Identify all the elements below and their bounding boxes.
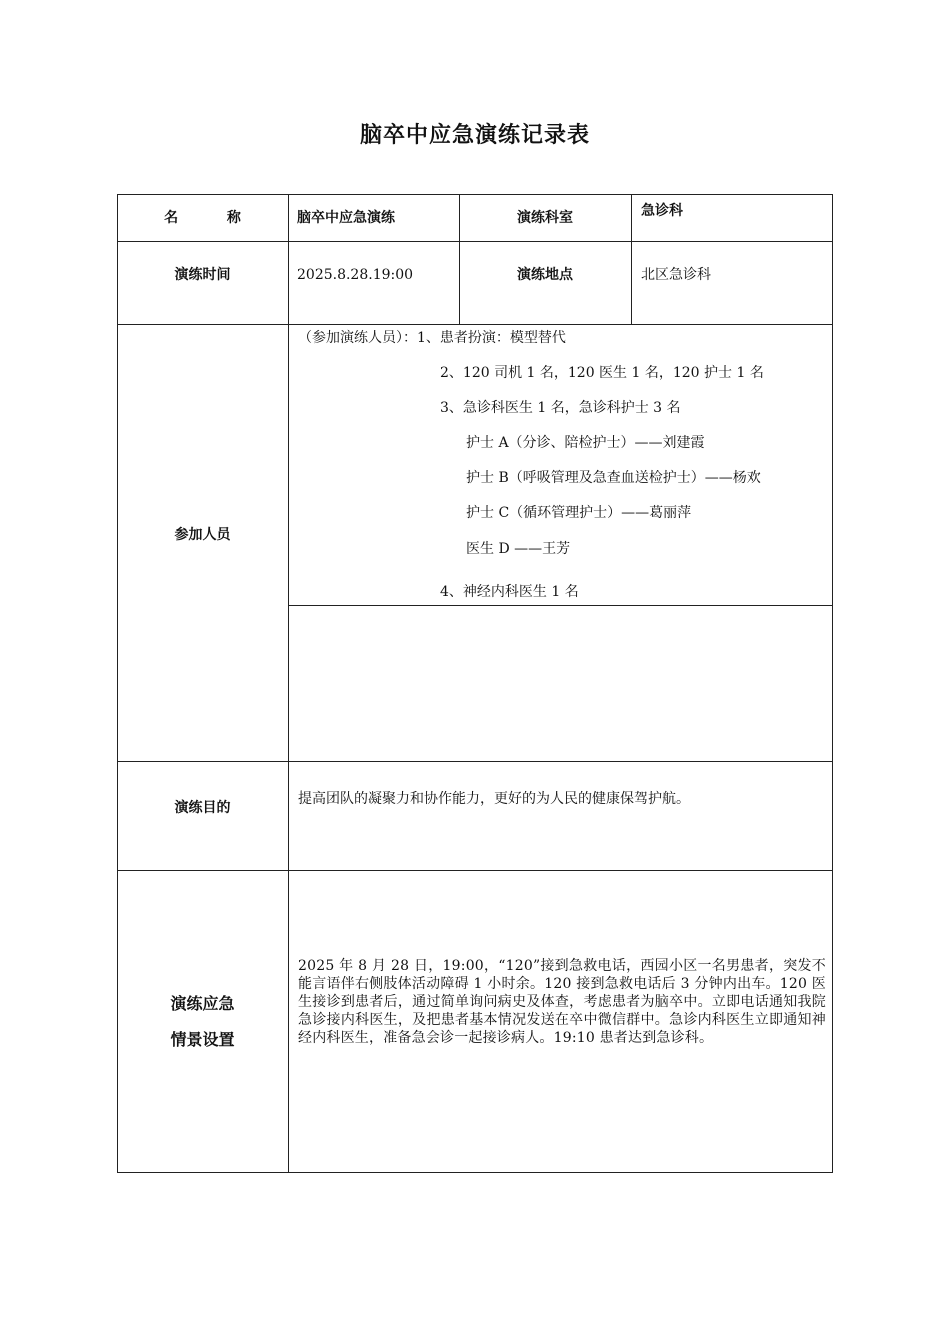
scenario-value: 2025 年 8 月 28 日，19:00，“120”接到急救电话，西园小区一名男患者，突发不能言语伴右侧肢体活动障碍 1 小时余。120 接到急救电话后 3 分钟内出车。120 医生接诊到患者后，通过简单询问病史及体查，考虑患者为脑卒中。立即电话通知我院急诊接内科医生，及把患者基本情况发送在卒中微信群中。急诊内科医生立即通知神经内科医生，准备急会诊一起接诊病人。19:10 患者达到急诊科。 — [298, 958, 826, 1046]
purpose-label: 演练目的 — [174, 800, 231, 816]
dept-value: 急诊科 — [641, 203, 683, 219]
place-value: 北区急诊科 — [641, 267, 711, 283]
scenario-label-line: 演练应急 — [170, 994, 235, 1013]
table-divider — [117, 761, 833, 762]
participants-label: 参加人员 — [174, 527, 231, 543]
list-item: 护士 B（呼吸管理及急查血送检护士）——杨欢 — [466, 470, 761, 486]
table-divider — [117, 324, 833, 325]
list-item: 4、神经内科医生 1 名 — [440, 584, 579, 600]
table-divider — [117, 870, 833, 871]
list-item: （参加演练人员）：1、患者扮演：模型替代 — [298, 330, 566, 346]
table-divider — [288, 605, 833, 606]
list-item: 医生 D ——王芳 — [466, 541, 571, 557]
page-title: 脑卒中应急演练记录表 — [359, 123, 590, 148]
table-divider — [631, 194, 632, 324]
table-divider — [117, 241, 833, 242]
place-label: 演练地点 — [517, 267, 573, 283]
dept-label: 演练科室 — [517, 210, 573, 226]
purpose-value: 提高团队的凝聚力和协作能力，更好的为人民的健康保驾护航。 — [298, 791, 690, 807]
list-item: 护士 A（分诊、陪检护士）——刘建霞 — [466, 435, 705, 451]
time-value: 2025.8.28.19:00 — [297, 267, 414, 283]
list-item: 2、120 司机 1 名，120 医生 1 名，120 护士 1 名 — [440, 365, 764, 381]
scenario-label-line: 情景设置 — [170, 1030, 235, 1049]
name-value: 脑卒中应急演练 — [297, 210, 395, 226]
scenario-label — [117, 986, 288, 1058]
list-item: 3、急诊科医生 1 名，急诊科护士 3 名 — [440, 400, 681, 416]
time-label: 演练时间 — [174, 267, 231, 283]
table-divider — [288, 194, 289, 1173]
list-item: 护士 C（循环管理护士）——葛丽萍 — [466, 505, 692, 521]
name-label: 名 称 — [164, 210, 241, 226]
